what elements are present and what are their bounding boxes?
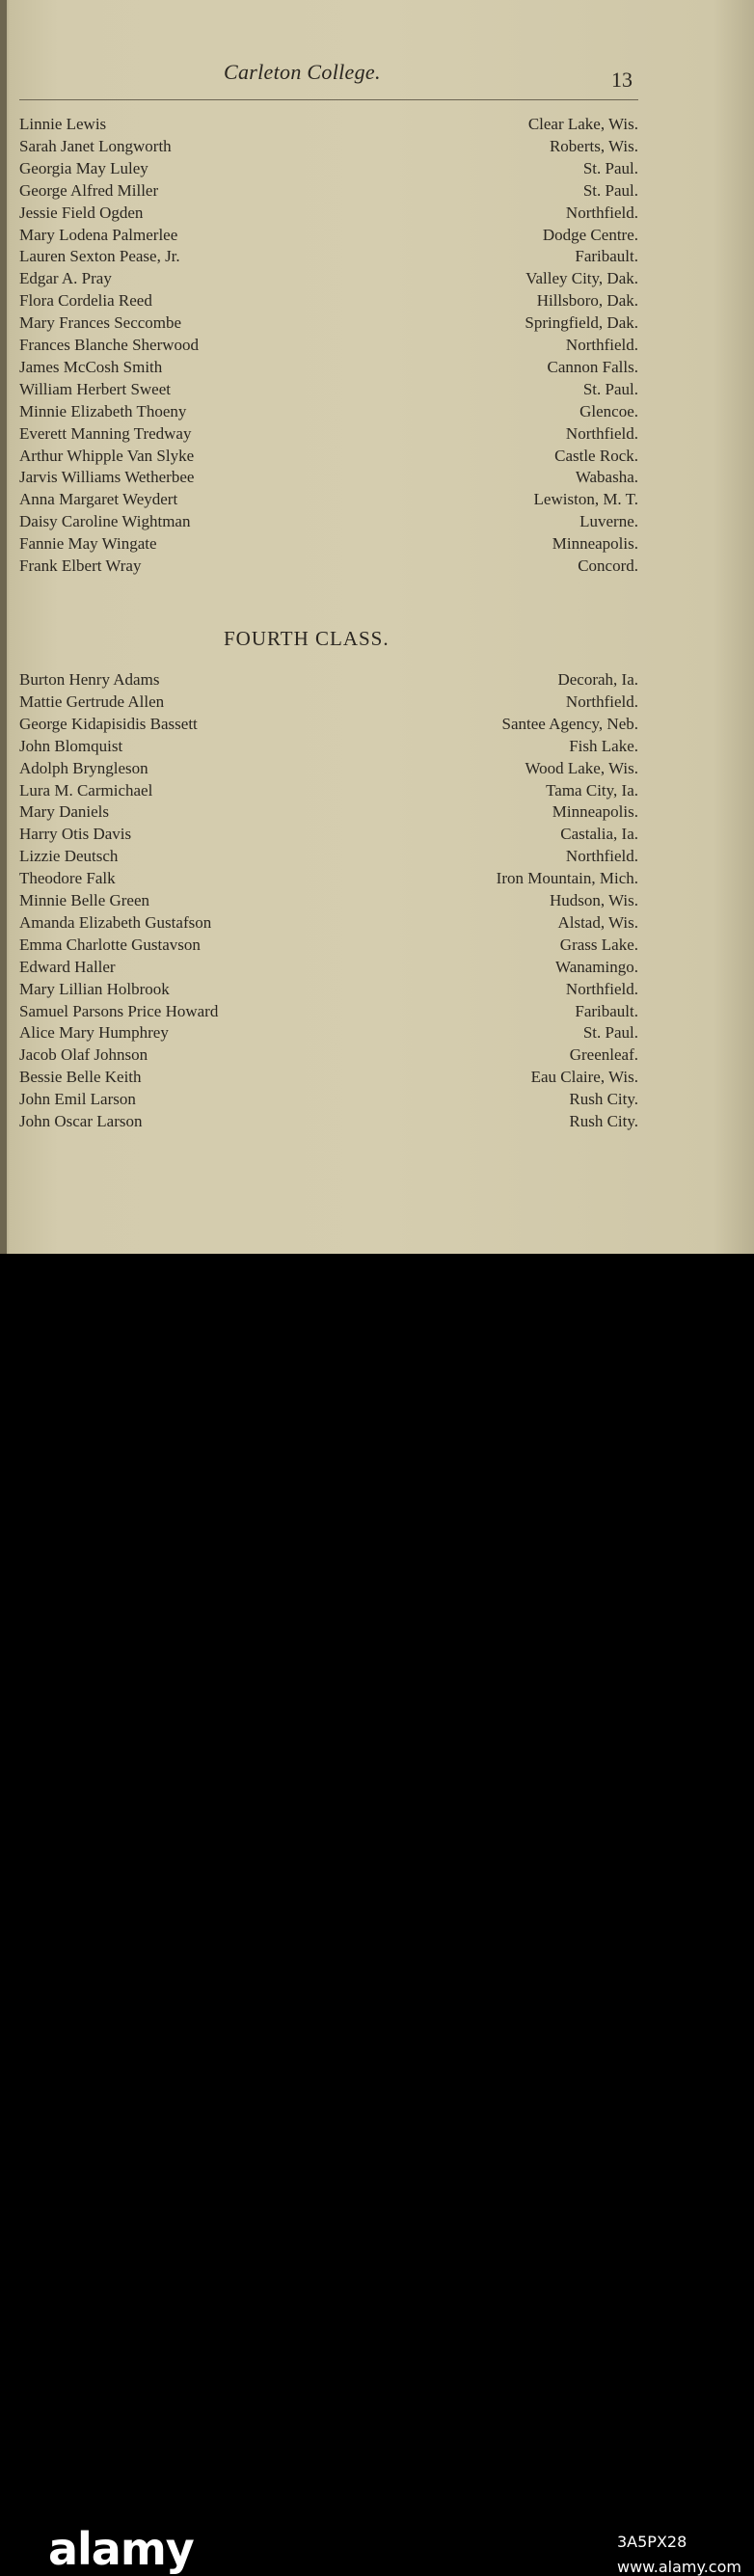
list-item bbox=[19, 224, 638, 246]
student-name: Arthur Whipple Van Slyke bbox=[19, 446, 195, 465]
student-name: Amanda Elizabeth Gustafson bbox=[19, 912, 212, 932]
student-hometown: Castalia, Ia. bbox=[560, 825, 638, 844]
student-hometown: Northfield. bbox=[565, 691, 638, 711]
list-item bbox=[19, 889, 638, 911]
student-hometown: Fish Lake. bbox=[569, 736, 638, 755]
student-name: Jacob Olaf Johnson bbox=[19, 1045, 148, 1065]
student-hometown: St. Paul. bbox=[582, 379, 638, 398]
student-hometown: Cannon Falls. bbox=[547, 357, 638, 376]
student-name: Flora Cordelia Reed bbox=[19, 291, 152, 311]
list-item bbox=[19, 735, 638, 757]
student-hometown: Luverne. bbox=[579, 512, 638, 531]
list-item bbox=[19, 845, 638, 867]
page-number: 13 bbox=[611, 68, 633, 92]
student-hometown: Decorah, Ia. bbox=[557, 670, 638, 689]
student-name: Anna Margaret Weydert bbox=[19, 490, 178, 509]
student-name: James McCosh Smith bbox=[19, 357, 163, 376]
list-item bbox=[19, 445, 638, 467]
student-hometown: Lewiston, M. T. bbox=[533, 490, 638, 509]
watermark-footer bbox=[0, 1254, 754, 2576]
student-name: Frank Elbert Wray bbox=[19, 556, 142, 575]
list-item bbox=[19, 113, 638, 135]
list-item bbox=[19, 334, 638, 356]
student-hometown: Castle Rock. bbox=[554, 446, 638, 465]
student-name: Jessie Field Ogden bbox=[19, 203, 144, 222]
list-item bbox=[19, 356, 638, 378]
list-item bbox=[19, 934, 638, 956]
list-item bbox=[19, 1021, 638, 1044]
student-name: Everett Manning Tredway bbox=[19, 423, 192, 443]
student-name: Lauren Sexton Pease, Jr. bbox=[19, 247, 180, 266]
student-hometown: Rush City. bbox=[569, 1090, 638, 1109]
student-hometown: Northfield. bbox=[565, 336, 638, 354]
student-hometown: Tama City, Ia. bbox=[546, 780, 638, 800]
student-name: Mary Frances Seccombe bbox=[19, 313, 182, 333]
list-item bbox=[19, 823, 638, 845]
student-hometown: Greenleaf. bbox=[569, 1045, 638, 1065]
student-hometown: Minneapolis. bbox=[552, 534, 638, 554]
list-item bbox=[19, 135, 638, 157]
student-hometown: Northfield. bbox=[565, 979, 638, 998]
student-hometown: Glencoe. bbox=[579, 401, 638, 420]
list-item bbox=[19, 668, 638, 691]
list-item bbox=[19, 757, 638, 779]
student-name: Edgar A. Pray bbox=[19, 269, 112, 288]
list-item bbox=[19, 157, 638, 179]
student-hometown: Clear Lake, Wis. bbox=[527, 115, 638, 133]
student-name: Mary Lillian Holbrook bbox=[19, 979, 170, 998]
student-hometown: Faribault. bbox=[575, 1001, 638, 1020]
student-name: Theodore Falk bbox=[19, 869, 116, 888]
student-name: Alice Mary Humphrey bbox=[19, 1023, 169, 1043]
list-item bbox=[19, 800, 638, 823]
student-hometown: Iron Mountain, Mich. bbox=[496, 869, 638, 888]
student-name: John Emil Larson bbox=[19, 1090, 136, 1109]
student-hometown: Rush City. bbox=[569, 1112, 638, 1130]
student-hometown: Valley City, Dak. bbox=[525, 269, 638, 288]
list-item bbox=[19, 555, 638, 577]
student-hometown: Alstad, Wis. bbox=[557, 912, 638, 932]
list-item bbox=[19, 202, 638, 224]
student-hometown: Northfield. bbox=[565, 203, 638, 222]
list-item bbox=[19, 400, 638, 422]
page-header-title: Carleton College. bbox=[224, 60, 381, 84]
student-name: George Alfred Miller bbox=[19, 180, 159, 200]
student-hometown: Dodge Centre. bbox=[542, 225, 638, 244]
student-hometown: Springfield, Dak. bbox=[525, 313, 638, 333]
student-name: Sarah Janet Longworth bbox=[19, 136, 172, 155]
student-name: Fannie May Wingate bbox=[19, 534, 157, 554]
student-name: Frances Blanche Sherwood bbox=[19, 336, 200, 354]
fourth-class-heading: FOURTH CLASS. bbox=[224, 627, 390, 650]
student-name: Mary Lodena Palmerlee bbox=[19, 225, 178, 244]
student-hometown: Hudson, Wis. bbox=[549, 891, 638, 909]
list-item bbox=[19, 779, 638, 801]
student-hometown: Wanamingo. bbox=[555, 957, 638, 976]
student-name: Linnie Lewis bbox=[19, 115, 107, 133]
student-name: Mary Daniels bbox=[19, 802, 110, 822]
list-item bbox=[19, 510, 638, 532]
list-item bbox=[19, 1088, 638, 1110]
student-name: Georgia May Luley bbox=[19, 158, 148, 177]
student-name: John Oscar Larson bbox=[19, 1112, 143, 1130]
student-hometown: Faribault. bbox=[575, 247, 638, 266]
list-item bbox=[19, 956, 638, 978]
list-item bbox=[19, 488, 638, 510]
list-item bbox=[19, 713, 638, 735]
scanned-page bbox=[0, 0, 754, 1254]
student-name: Harry Otis Davis bbox=[19, 825, 132, 844]
list-item bbox=[19, 179, 638, 202]
list-item bbox=[19, 1066, 638, 1088]
student-hometown: Grass Lake. bbox=[559, 935, 638, 954]
student-hometown: Northfield. bbox=[565, 847, 638, 866]
student-name: Emma Charlotte Gustavson bbox=[19, 935, 201, 954]
student-hometown: Santee Agency, Neb. bbox=[501, 714, 638, 733]
student-hometown: St. Paul. bbox=[582, 158, 638, 177]
list-item bbox=[19, 245, 638, 267]
student-hometown: Northfield. bbox=[565, 423, 638, 443]
student-hometown: Eau Claire, Wis. bbox=[530, 1068, 638, 1087]
header-rule bbox=[19, 99, 638, 100]
student-hometown: Roberts, Wis. bbox=[549, 136, 638, 155]
student-hometown: Wood Lake, Wis. bbox=[525, 758, 638, 777]
list-item bbox=[19, 378, 638, 400]
student-name: Minnie Elizabeth Thoeny bbox=[19, 401, 187, 420]
student-name: Minnie Belle Green bbox=[19, 891, 150, 909]
student-hometown: St. Paul. bbox=[582, 180, 638, 200]
list-item bbox=[19, 1044, 638, 1066]
site-url: www.alamy.com bbox=[617, 2558, 741, 2576]
list-item bbox=[19, 691, 638, 713]
student-name: Bessie Belle Keith bbox=[19, 1068, 142, 1087]
list-item bbox=[19, 867, 638, 889]
student-name: William Herbert Sweet bbox=[19, 379, 171, 398]
student-name: John Blomquist bbox=[19, 736, 123, 755]
list-item bbox=[19, 466, 638, 488]
student-hometown: Concord. bbox=[578, 556, 638, 575]
student-name: Adolph Bryngleson bbox=[19, 758, 148, 777]
student-name: Lizzie Deutsch bbox=[19, 847, 119, 866]
student-name: Mattie Gertrude Allen bbox=[19, 691, 165, 711]
list-item bbox=[19, 1110, 638, 1132]
student-name: Daisy Caroline Wightman bbox=[19, 512, 191, 531]
student-name: Edward Haller bbox=[19, 957, 116, 976]
student-name: Samuel Parsons Price Howard bbox=[19, 1001, 219, 1020]
list-item bbox=[19, 289, 638, 312]
student-name: Lura M. Carmichael bbox=[19, 780, 153, 800]
list-item bbox=[19, 978, 638, 1000]
list-item bbox=[19, 911, 638, 934]
student-hometown: Hillsboro, Dak. bbox=[536, 291, 638, 311]
student-hometown: St. Paul. bbox=[582, 1023, 638, 1043]
list-item bbox=[19, 422, 638, 445]
list-item bbox=[19, 267, 638, 289]
student-hometown: Minneapolis. bbox=[552, 802, 638, 822]
page-spine-shadow bbox=[0, 0, 7, 1254]
list-item bbox=[19, 312, 638, 334]
student-name: Jarvis Williams Wetherbee bbox=[19, 468, 195, 487]
list-item bbox=[19, 1000, 638, 1022]
image-id: 3A5PX28 bbox=[617, 2533, 687, 2551]
brand-logo: alamy bbox=[48, 2523, 194, 2575]
student-name: Burton Henry Adams bbox=[19, 670, 160, 689]
student-name: George Kidapisidis Bassett bbox=[19, 714, 198, 733]
list-item bbox=[19, 532, 638, 555]
student-hometown: Wabasha. bbox=[575, 468, 638, 487]
